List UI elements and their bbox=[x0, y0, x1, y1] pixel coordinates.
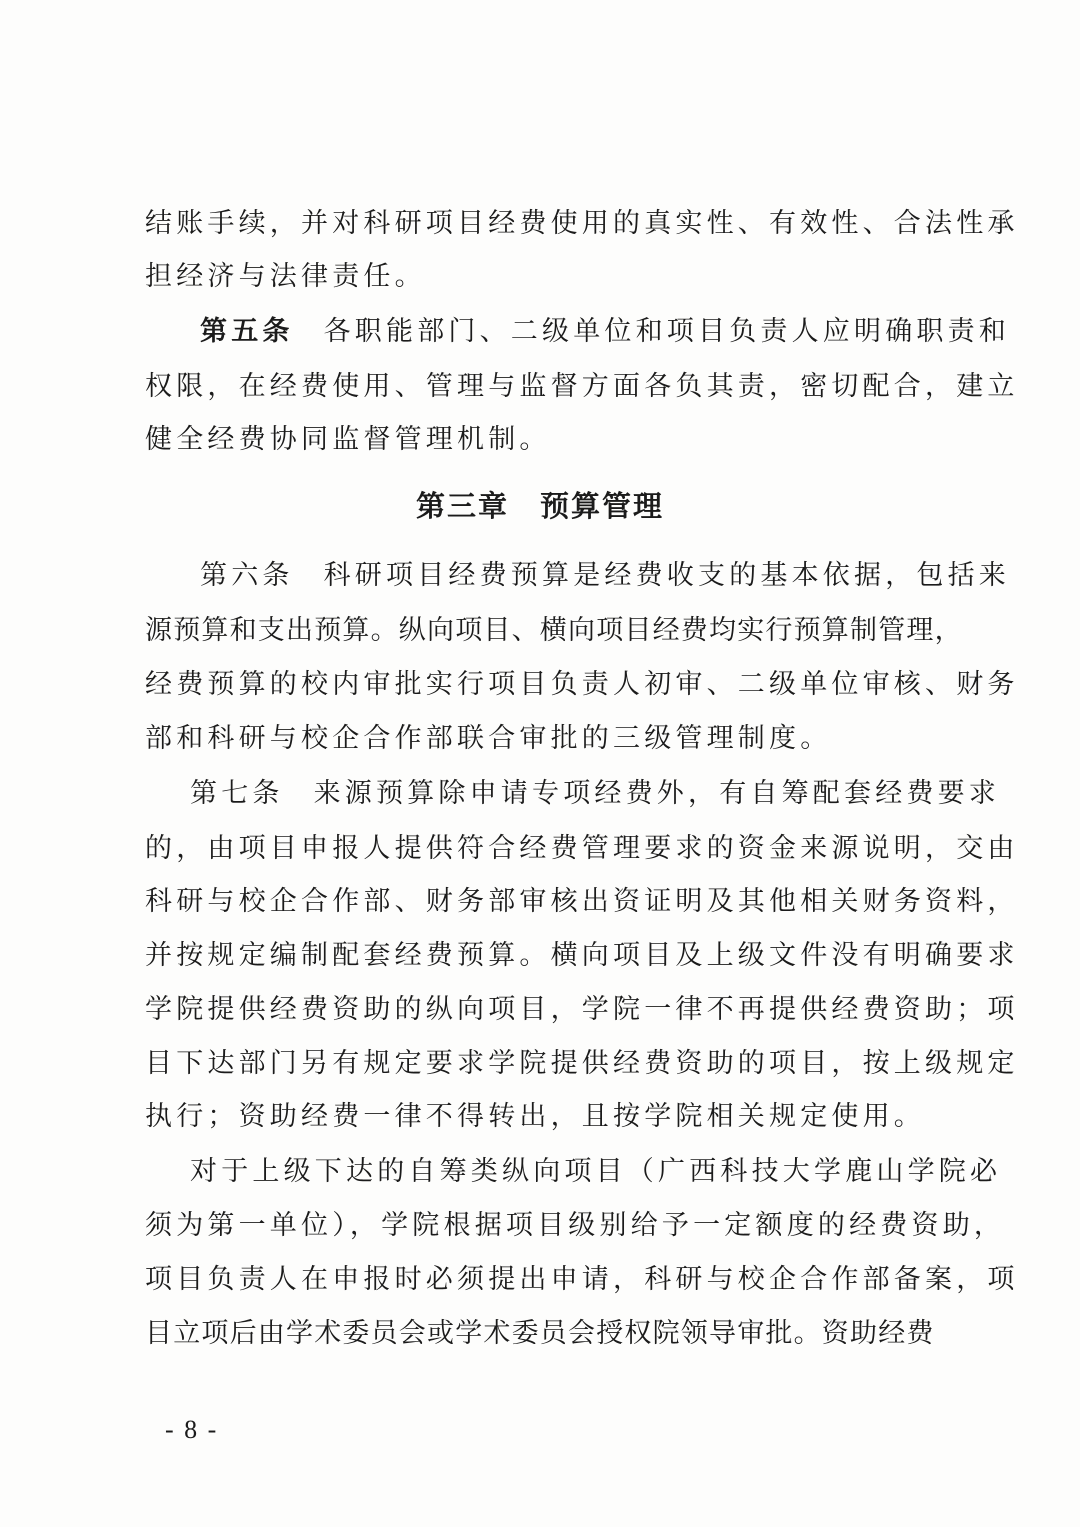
article-5-first-line bbox=[200, 312, 1011, 352]
paragraph-line: 源预算和支出预算。纵向项目、横向项目经费均实行预算制管理， bbox=[145, 615, 963, 646]
page-number: - 8 - bbox=[165, 1415, 219, 1444]
article-5-text: 各职能部门、二级单位和项目负责人应明确职责和 bbox=[323, 316, 1011, 347]
paragraph-line: 科研与校企合作部、财务部审核出资证明及其他相关财务资料， bbox=[145, 886, 1019, 917]
paragraph-line: 对于上级下达的自筹类纵向项目（广西科技大学鹿山学院必 bbox=[190, 1156, 1002, 1187]
paragraph-line: 部和科研与校企合作部联合审批的三级管理制度。 bbox=[145, 723, 832, 754]
article-6-first-line bbox=[200, 556, 1011, 596]
paragraph-line: 须为第一单位），学院根据项目级别给予一定额度的经费资助， bbox=[145, 1210, 1006, 1241]
article-7-label: 第七条 bbox=[190, 778, 284, 809]
chapter-heading: 第三章 预算管理 bbox=[415, 489, 664, 523]
article-5-label: 第五条 bbox=[200, 316, 294, 347]
paragraph-line: 目下达部门另有规定要求学院提供经费资助的项目，按上级规定 bbox=[145, 1048, 1019, 1079]
article-7-first-line bbox=[190, 774, 1001, 814]
paragraph-line: 经费预算的校内审批实行项目负责人初审、二级单位审核、财务 bbox=[145, 669, 1019, 700]
paragraph-line: 结账手续，并对科研项目经费使用的真实性、有效性、合法性承 bbox=[145, 208, 1019, 239]
article-7-text: 来源预算除申请专项经费外，有自筹配套经费要求 bbox=[313, 778, 1001, 809]
paragraph-line: 权限，在经费使用、管理与监督方面各负其责，密切配合，建立 bbox=[145, 371, 1019, 402]
paragraph-line: 并按规定编制配套经费预算。横向项目及上级文件没有明确要求 bbox=[145, 940, 1019, 971]
paragraph-line: 担经济与法律责任。 bbox=[145, 261, 426, 292]
paragraph-line: 执行；资助经费一律不得转出，且按学院相关规定使用。 bbox=[145, 1101, 925, 1132]
paragraph-line: 的，由项目申报人提供符合经费管理要求的资金来源说明，交由 bbox=[145, 833, 1019, 864]
paragraph-line: 项目负责人在申报时必须提出申请，科研与校企合作部备案，项 bbox=[145, 1264, 1019, 1295]
paragraph-line: 健全经费协同监督管理机制。 bbox=[145, 424, 551, 455]
article-6-label: 第六条 bbox=[200, 560, 294, 591]
article-6-text: 科研项目经费预算是经费收支的基本依据，包括来 bbox=[323, 560, 1011, 591]
paragraph-line: 学院提供经费资助的纵向项目，学院一律不再提供经费资助；项 bbox=[145, 994, 1019, 1025]
paragraph-line: 目立项后由学术委员会或学术委员会授权院领导审批。资助经费 bbox=[145, 1318, 935, 1349]
